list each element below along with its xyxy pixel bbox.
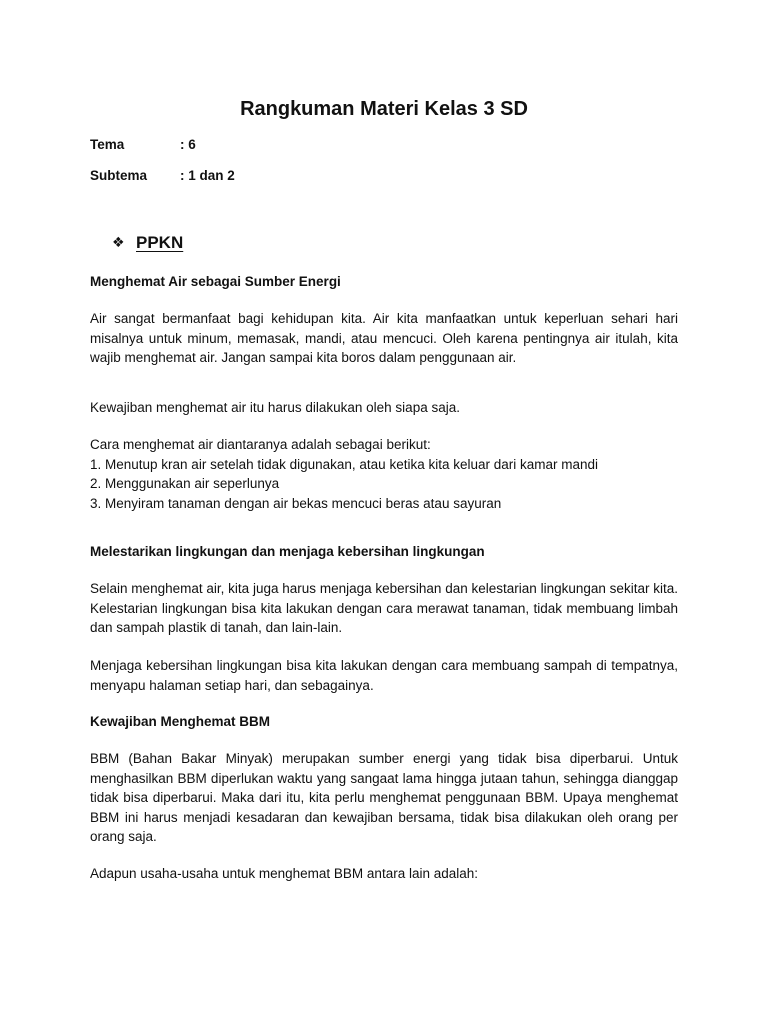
list-intro: Cara menghemat air diantaranya adalah sebagai berikut:: [90, 437, 431, 452]
section-label: PPKN: [136, 233, 184, 252]
list-item: 3. Menyiram tanaman dengan air bekas mencuci beras atau sayuran: [90, 495, 502, 511]
meta-value: : 1 dan 2: [180, 168, 235, 183]
subheading-lingkungan: Melestarikan lingkungan dan menjaga kebersihan lingkungan: [90, 544, 485, 559]
meta-row-tema: [90, 136, 196, 154]
document-title: Rangkuman Materi Kelas 3 SD: [240, 98, 528, 120]
subheading-bbm: Kewajiban Menghemat BBM: [90, 714, 271, 729]
meta-label: Subtema: [90, 168, 148, 183]
paragraph: Menjaga kebersihan lingkungan bisa kita lakukan dengan cara membuang sampah di tempatnya, menyapu halaman setiap hari, dan sebagainya.: [90, 658, 678, 693]
meta-value: : 6: [180, 137, 196, 152]
paragraph: Kewajiban menghemat air itu harus dilakukan oleh siapa saja.: [90, 400, 460, 415]
paragraph: Selain menghemat air, kita juga harus menjaga kebersihan dan kelestarian lingkungan sekitar kita. Kelestarian lingkungan bisa kita lakukan dengan cara merawat tanaman, tidak membuang limbah dan sampah plastik di tanah, dan lain-lain.: [90, 581, 678, 635]
paragraph: Adapun usaha-usaha untuk menghemat BBM antara lain adalah:: [90, 866, 479, 881]
meta-row-subtema: [90, 167, 235, 185]
meta-label: Tema: [90, 137, 125, 152]
paragraph: BBM (Bahan Bakar Minyak) merupakan sumber energi yang tidak bisa diperbarui. Untuk menghasilkan BBM diperlukan waktu yang sangaat lama hingga jutaan tahun, sehingga dianggap tidak bisa diperbarui. Maka dari itu, kita perlu menghemat penggunaan BBM. Upaya menghemat BBM ini harus menjadi kesadaran dan kewajiban bersama, tidak bisa dilakukan oleh orang per orang saja.: [90, 751, 678, 844]
paragraph: Air sangat bermanfaat bagi kehidupan kita. Air kita manfaatkan untuk keperluan sehari hari misalnya untuk minum, memasak, mandi, atau mencuci. Oleh karena pentingnya air itulah, kita wajib menghemat air. Jangan sampai kita boros dalam penggunaan air.: [90, 311, 678, 365]
section-heading: [112, 231, 183, 254]
list-item: 1. Menutup kran air setelah tidak digunakan, atau ketika kita keluar dari kamar mandi: [90, 456, 599, 472]
diamond-bullet-icon: ❖: [112, 234, 125, 250]
paragraph-list: [90, 435, 678, 513]
subheading-menghemat-air: Menghemat Air sebagai Sumber Energi: [90, 274, 341, 289]
list-item: 2. Menggunakan air seperlunya: [90, 476, 280, 491]
